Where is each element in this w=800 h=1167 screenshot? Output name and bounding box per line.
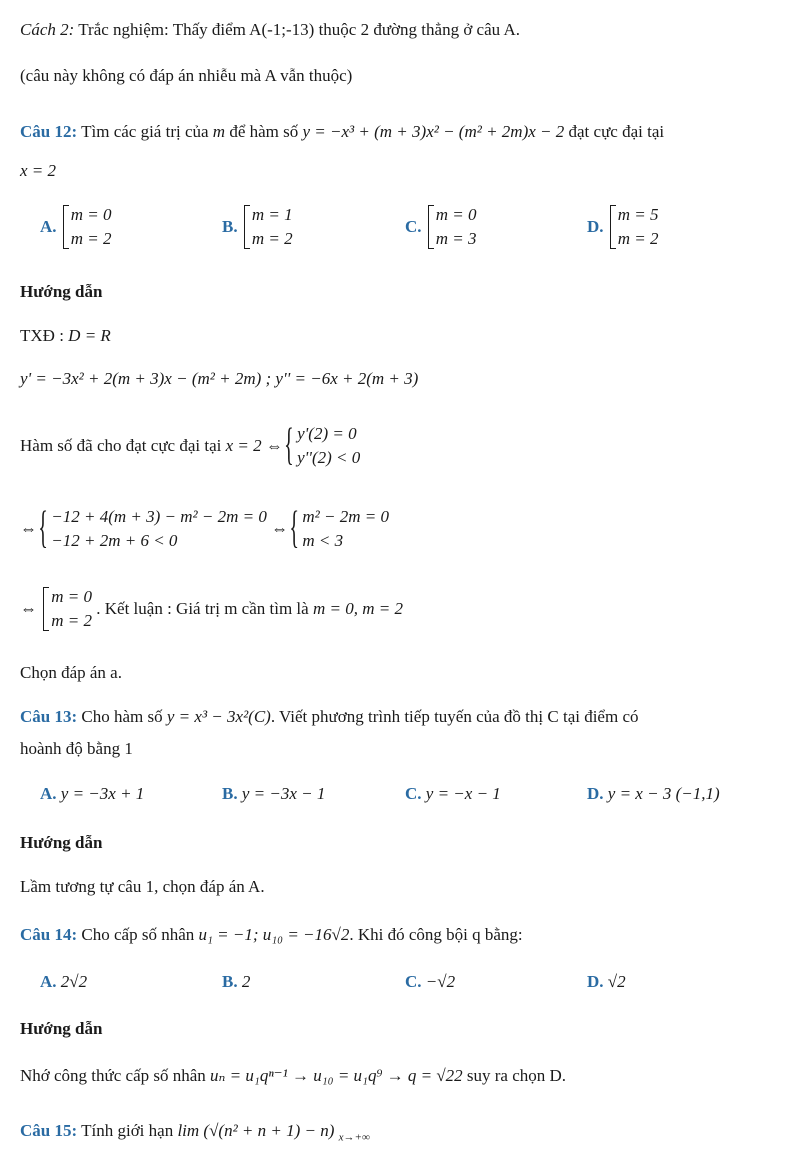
condition-text: Hàm số đã cho đạt cực đại tại	[20, 436, 222, 455]
option-value: √2	[607, 972, 626, 991]
q13-statement	[20, 706, 639, 728]
q14-option-a	[40, 971, 87, 993]
system-row: m = 2	[251, 229, 293, 248]
option-label: B.	[222, 972, 238, 991]
condition-x: x = 2 ⇔	[225, 436, 283, 455]
option-label: D.	[587, 784, 604, 803]
option-value: y = −3x − 1	[241, 784, 326, 803]
system-row: { m² − 2m = 0	[302, 507, 389, 526]
option-label: D.	[587, 217, 604, 236]
q14-option-c	[405, 971, 455, 993]
q13-option-a	[40, 783, 144, 805]
q12-result-line	[20, 585, 403, 633]
option-value: y = −3x + 1	[60, 784, 145, 803]
q12-text-before: Tìm các giá trị của	[81, 122, 209, 141]
option-value: 2√2	[60, 972, 88, 991]
q14-label: Câu 14:	[20, 925, 78, 944]
q12-statement	[20, 121, 664, 143]
q13-guide-title: Hướng dẫn	[20, 833, 103, 852]
q12-formula: y = −x³ + (m + 3)x² − (m² + 2m)x − 2	[302, 122, 565, 141]
q13-formula: y = x³ − 3x²(C)	[166, 707, 271, 726]
q13-guide-text: Lầm tương tự câu 1, chọn đáp án A.	[20, 877, 265, 896]
system-row: m = 2	[617, 229, 659, 248]
q14-guide-after: suy ra chọn D.	[466, 1066, 567, 1085]
intro-line-2: (câu này không có đáp án nhiễu mà A vẫn thuộc)	[20, 66, 353, 85]
q15-text: Tính giới hạn	[81, 1121, 174, 1140]
q15-formula: lim (√(n² + n + 1) − n)	[177, 1121, 335, 1140]
result-system	[41, 585, 92, 633]
system-row: m = 5	[617, 205, 659, 224]
system-row: −12 + 2m + 6 < 0	[51, 531, 178, 550]
q14-statement	[20, 924, 523, 946]
q12-option-c	[405, 203, 477, 251]
txd-formula: D = R	[68, 326, 111, 345]
intro-line-1	[20, 19, 520, 41]
q14-guide-line	[20, 1065, 566, 1087]
conclusion-formula: m = 0, m = 2	[312, 599, 403, 618]
equiv-icon: ⇔	[20, 519, 37, 538]
option-label: A.	[40, 217, 57, 236]
option-system	[426, 203, 477, 251]
q12-guide-title: Hướng dẫn	[20, 282, 103, 301]
q12-option-a	[40, 203, 112, 251]
txd-label: TXĐ :	[20, 326, 64, 345]
conclusion-text: . Kết luận : Giá trị m cần tìm là	[96, 599, 309, 618]
condition-system	[287, 422, 360, 470]
q13-option-c	[405, 783, 501, 805]
option-value: −√2	[425, 972, 456, 991]
q12-text-after: đạt cực đại tại	[568, 122, 665, 141]
system-row: { −12 + 4(m + 3) − m² − 2m = 0	[51, 507, 267, 526]
q14-guide-formula: uₙ = u₁qⁿ⁻¹ → u₁₀ = u₁q⁹ → q = √22	[210, 1066, 463, 1085]
system-row: m = 0	[70, 205, 112, 224]
system-row: m = 2	[51, 611, 92, 630]
option-label: D.	[587, 972, 604, 991]
option-system	[242, 203, 293, 251]
option-label: C.	[405, 784, 422, 803]
option-label: A.	[40, 784, 57, 803]
method-text: Trắc nghiệm: Thấy điểm A(-1;-13) thuộc 2 đường thẳng ở câu A.	[78, 20, 520, 39]
q14-guide-before: Nhớ công thức cấp số nhân	[20, 1066, 206, 1085]
q12-option-d	[587, 203, 659, 251]
equiv-icon: ⇔	[20, 599, 37, 618]
q14-text-after: . Khi đó công bội q bằng:	[349, 925, 523, 944]
q12-choose: Chọn đáp án a.	[20, 663, 122, 682]
q13-option-b	[222, 783, 325, 805]
q12-derivative: y' = −3x² + 2(m + 3)x − (m² + 2m) ; y'' = −6x + 2(m + 3)	[20, 369, 419, 388]
q12-txd	[20, 325, 111, 347]
q13-label: Câu 13:	[20, 707, 78, 726]
option-label: C.	[405, 217, 422, 236]
q12-condition: x = 2	[20, 161, 57, 180]
system-row: m = 2	[70, 229, 112, 248]
equiv-icon: ⇔	[271, 519, 289, 538]
option-system	[608, 203, 659, 251]
q13-text-after: . Viết phương trình tiếp tuyến của đồ thị C tại điểm có	[270, 707, 639, 726]
q12-option-b	[222, 203, 293, 251]
q14-option-d	[587, 971, 626, 993]
option-label: B.	[222, 784, 238, 803]
system-row: m = 0	[51, 587, 92, 606]
q12-system-line	[20, 505, 389, 553]
q13-text-before: Cho hàm số	[81, 707, 163, 726]
option-label: A.	[40, 972, 57, 991]
system-row: m = 3	[435, 229, 477, 248]
system-row: m = 1	[251, 205, 293, 224]
system-row: y''(2) < 0	[297, 448, 361, 467]
q14-option-b	[222, 971, 250, 993]
system-row: m = 0	[435, 205, 477, 224]
q14-text-before: Cho cấp số nhân	[81, 925, 195, 944]
q12-label: Câu 12:	[20, 122, 78, 141]
q15-label: Câu 15:	[20, 1121, 78, 1140]
option-label: B.	[222, 217, 238, 236]
system-row: { y'(2) = 0	[297, 424, 357, 443]
method-label: Cách 2:	[20, 20, 75, 39]
q12-condition-line	[20, 422, 360, 470]
system-2	[292, 505, 389, 553]
system-row: m < 3	[302, 531, 344, 550]
q13-option-d	[587, 783, 720, 805]
q15-lim-sub: x→+∞	[338, 1131, 370, 1144]
option-label: C.	[405, 972, 422, 991]
q12-text-mid: để hàm số	[229, 122, 299, 141]
option-value: y = −x − 1	[425, 784, 501, 803]
q12-var-m: m	[212, 122, 226, 141]
option-system	[61, 203, 112, 251]
q14-guide-title: Hướng dẫn	[20, 1019, 103, 1038]
q15-statement	[20, 1120, 370, 1142]
q14-formula: u₁ = −1; u₁₀ = −16√2	[198, 925, 350, 944]
option-value: 2	[241, 972, 251, 991]
system-1	[41, 505, 267, 553]
q13-line-2: hoành độ bằng 1	[20, 739, 133, 758]
option-value: y = x − 3 (−1,1)	[607, 784, 720, 803]
